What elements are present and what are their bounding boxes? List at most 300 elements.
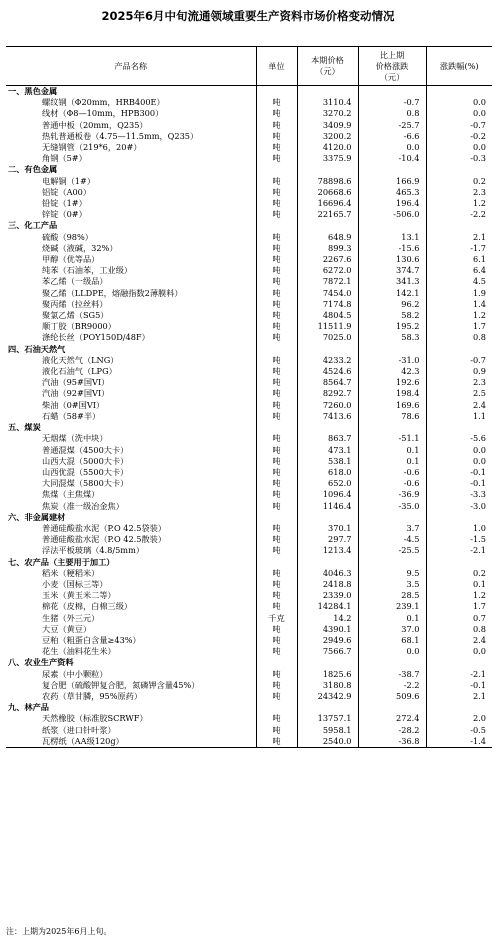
change-cell: 58.3 bbox=[358, 332, 426, 343]
price-cell: 4804.5 bbox=[297, 310, 358, 321]
price-cell: 2949.6 bbox=[297, 635, 358, 646]
change-cell: 42.3 bbox=[358, 366, 426, 377]
unit-cell: 吨 bbox=[256, 198, 297, 209]
section-row bbox=[6, 220, 492, 231]
product-name-cell: 液化石油气（LPG） bbox=[42, 366, 117, 377]
table-row bbox=[6, 120, 492, 131]
empty-cell bbox=[297, 86, 358, 98]
table-row bbox=[6, 691, 492, 702]
empty-cell bbox=[256, 344, 297, 355]
pct-cell: -1.4 bbox=[426, 736, 492, 748]
price-cell: 2267.6 bbox=[297, 254, 358, 265]
change-cell: 166.9 bbox=[358, 176, 426, 187]
header-price: 本期价格 （元） bbox=[297, 47, 358, 86]
price-cell: 3200.2 bbox=[297, 131, 358, 142]
change-cell: 58.2 bbox=[358, 310, 426, 321]
product-name-cell: 棉花（皮棉，白棉三级） bbox=[42, 601, 133, 612]
pct-cell: 0.0 bbox=[426, 456, 492, 467]
table-header bbox=[6, 47, 492, 86]
table-row bbox=[6, 176, 492, 187]
change-cell: -4.5 bbox=[358, 534, 426, 545]
section-row bbox=[6, 344, 492, 355]
product-name-cell: 汽油（95#国VI） bbox=[42, 377, 110, 388]
price-cell: 863.7 bbox=[297, 433, 358, 444]
unit-cell: 吨 bbox=[256, 142, 297, 153]
pct-cell: -0.5 bbox=[426, 725, 492, 736]
price-cell: 5958.1 bbox=[297, 725, 358, 736]
table-row bbox=[6, 467, 492, 478]
unit-cell: 吨 bbox=[256, 97, 297, 108]
unit-cell: 吨 bbox=[256, 624, 297, 635]
pct-cell: 0.8 bbox=[426, 332, 492, 343]
table-row bbox=[6, 635, 492, 646]
empty-cell bbox=[256, 702, 297, 713]
unit-cell: 吨 bbox=[256, 209, 297, 220]
unit-cell: 吨 bbox=[256, 388, 297, 399]
section-row bbox=[6, 422, 492, 433]
pct-cell: 1.2 bbox=[426, 198, 492, 209]
table-row bbox=[6, 209, 492, 220]
product-name-cell: 豆粕（粗蛋白含量≥43%） bbox=[42, 634, 141, 645]
product-name-cell: 甲醇（优等品） bbox=[42, 254, 100, 265]
table-row bbox=[6, 613, 492, 624]
section-row bbox=[6, 657, 492, 668]
product-name-cell: 汽油（92#国VI） bbox=[42, 388, 110, 399]
pct-cell: 6.4 bbox=[426, 265, 492, 276]
empty-cell bbox=[297, 344, 358, 355]
product-name-cell: 小麦（国标三等） bbox=[42, 578, 108, 589]
product-name-cell: 生猪（外三元） bbox=[42, 612, 100, 623]
table-row bbox=[6, 523, 492, 534]
pct-cell: 1.7 bbox=[426, 321, 492, 332]
change-cell: -51.1 bbox=[358, 433, 426, 444]
empty-cell bbox=[426, 344, 492, 355]
table-row bbox=[6, 646, 492, 657]
pct-cell: -2.2 bbox=[426, 209, 492, 220]
unit-cell: 吨 bbox=[256, 299, 297, 310]
pct-cell: 1.9 bbox=[426, 288, 492, 299]
unit-cell: 吨 bbox=[256, 254, 297, 265]
price-cell: 3110.4 bbox=[297, 97, 358, 108]
change-cell: 195.2 bbox=[358, 321, 426, 332]
empty-cell bbox=[358, 344, 426, 355]
pct-cell: -0.1 bbox=[426, 680, 492, 691]
change-cell: -15.6 bbox=[358, 243, 426, 254]
table-row bbox=[6, 366, 492, 377]
unit-cell: 吨 bbox=[256, 366, 297, 377]
pct-cell: -0.2 bbox=[426, 131, 492, 142]
price-cell: 3180.8 bbox=[297, 680, 358, 691]
change-cell: 239.1 bbox=[358, 601, 426, 612]
change-cell: 130.6 bbox=[358, 254, 426, 265]
change-cell: 37.0 bbox=[358, 624, 426, 635]
pct-cell: 1.4 bbox=[426, 299, 492, 310]
section-title: 五、煤炭 bbox=[8, 422, 41, 433]
price-cell: 4524.6 bbox=[297, 366, 358, 377]
price-cell: 14284.1 bbox=[297, 601, 358, 612]
unit-cell: 吨 bbox=[256, 523, 297, 534]
product-name-cell: 线材（Φ8—10mm，HPB300） bbox=[42, 108, 164, 119]
empty-cell bbox=[256, 220, 297, 231]
pct-cell: 1.2 bbox=[426, 590, 492, 601]
table-row bbox=[6, 332, 492, 343]
product-name-cell: 花生（油料花生米） bbox=[42, 646, 116, 657]
change-cell: 0.1 bbox=[358, 445, 426, 456]
change-cell: 3.5 bbox=[358, 579, 426, 590]
table-row bbox=[6, 377, 492, 388]
table-row bbox=[6, 501, 492, 512]
unit-cell: 吨 bbox=[256, 478, 297, 489]
change-cell: 192.6 bbox=[358, 377, 426, 388]
change-cell: 509.6 bbox=[358, 691, 426, 702]
unit-cell: 吨 bbox=[256, 445, 297, 456]
table-row bbox=[6, 590, 492, 601]
table-row bbox=[6, 153, 492, 164]
price-cell: 4233.2 bbox=[297, 355, 358, 366]
product-name-cell: 硫酸（98%） bbox=[42, 231, 93, 242]
unit-cell: 吨 bbox=[256, 288, 297, 299]
section-title: 八、农业生产资料 bbox=[8, 657, 74, 668]
price-cell: 7174.8 bbox=[297, 299, 358, 310]
unit-cell: 吨 bbox=[256, 321, 297, 332]
change-cell: 169.6 bbox=[358, 400, 426, 411]
unit-cell: 吨 bbox=[256, 265, 297, 276]
change-cell: 0.1 bbox=[358, 613, 426, 624]
price-cell: 14.2 bbox=[297, 613, 358, 624]
table-row bbox=[6, 265, 492, 276]
product-name-cell: 玉米（黄玉米二等） bbox=[42, 590, 116, 601]
pct-cell: 1.2 bbox=[426, 310, 492, 321]
change-cell: -6.6 bbox=[358, 131, 426, 142]
product-name-cell: 普通硅酸盐水泥（P.O 42.5袋装） bbox=[42, 522, 167, 533]
empty-cell bbox=[358, 702, 426, 713]
price-cell: 473.1 bbox=[297, 445, 358, 456]
empty-cell bbox=[256, 164, 297, 175]
change-cell: 0.0 bbox=[358, 646, 426, 657]
product-name-cell: 普通硅酸盐水泥（P.O 42.5散装） bbox=[42, 534, 167, 545]
empty-cell bbox=[358, 657, 426, 668]
table-row bbox=[6, 489, 492, 500]
pct-cell: 1.1 bbox=[426, 411, 492, 422]
table-row bbox=[6, 187, 492, 198]
table-row bbox=[6, 108, 492, 119]
unit-cell: 吨 bbox=[256, 489, 297, 500]
unit-cell: 吨 bbox=[256, 501, 297, 512]
pct-cell: -0.7 bbox=[426, 355, 492, 366]
pct-cell: 2.0 bbox=[426, 713, 492, 724]
pct-cell: -0.3 bbox=[426, 153, 492, 164]
unit-cell: 吨 bbox=[256, 680, 297, 691]
unit-cell: 千克 bbox=[256, 613, 297, 624]
pct-cell: -2.1 bbox=[426, 669, 492, 680]
unit-cell: 吨 bbox=[256, 243, 297, 254]
pct-cell: -0.1 bbox=[426, 478, 492, 489]
unit-cell: 吨 bbox=[256, 153, 297, 164]
price-cell: 4120.0 bbox=[297, 142, 358, 153]
empty-cell bbox=[358, 220, 426, 231]
unit-cell: 吨 bbox=[256, 332, 297, 343]
section-title: 六、非金属建材 bbox=[8, 511, 66, 522]
empty-cell bbox=[297, 422, 358, 433]
empty-cell bbox=[297, 557, 358, 568]
price-cell: 1096.4 bbox=[297, 489, 358, 500]
table-row bbox=[6, 456, 492, 467]
unit-cell: 吨 bbox=[256, 635, 297, 646]
change-cell: 13.1 bbox=[358, 232, 426, 243]
pct-cell: -0.1 bbox=[426, 467, 492, 478]
price-cell: 7872.1 bbox=[297, 276, 358, 287]
product-name-cell: 尿素（中小颗粒） bbox=[42, 668, 108, 679]
product-name-cell: 角钢（5#） bbox=[42, 153, 87, 164]
product-name-cell: 纸浆（进口针叶浆） bbox=[42, 724, 116, 735]
footnote: 注：上期为2025年6月上旬。 bbox=[6, 927, 112, 936]
empty-cell bbox=[256, 657, 297, 668]
unit-cell: 吨 bbox=[256, 377, 297, 388]
empty-cell bbox=[256, 422, 297, 433]
product-name-cell: 焦炭（准一级冶金焦） bbox=[42, 500, 124, 511]
empty-cell bbox=[358, 557, 426, 568]
price-cell: 16696.4 bbox=[297, 198, 358, 209]
unit-cell: 吨 bbox=[256, 691, 297, 702]
table-row bbox=[6, 713, 492, 724]
pct-cell: 1.7 bbox=[426, 601, 492, 612]
price-cell: 78898.6 bbox=[297, 176, 358, 187]
pct-cell: 0.2 bbox=[426, 176, 492, 187]
product-name-cell: 苯乙烯（一级品） bbox=[42, 276, 108, 287]
section-title: 九、林产品 bbox=[8, 702, 49, 713]
pct-cell: 0.0 bbox=[426, 142, 492, 153]
product-name-cell: 电解铜（1#） bbox=[42, 175, 96, 186]
table-row bbox=[6, 288, 492, 299]
unit-cell: 吨 bbox=[256, 534, 297, 545]
change-cell: 272.4 bbox=[358, 713, 426, 724]
pct-cell: -0.7 bbox=[426, 120, 492, 131]
table-row bbox=[6, 736, 492, 748]
product-name-cell: 大豆（黄豆） bbox=[42, 623, 92, 634]
price-cell: 7413.6 bbox=[297, 411, 358, 422]
unit-cell: 吨 bbox=[256, 108, 297, 119]
product-name-cell: 农药（草甘膦，95%原药） bbox=[42, 690, 143, 701]
price-cell: 6272.0 bbox=[297, 265, 358, 276]
pct-cell: -1.5 bbox=[426, 534, 492, 545]
unit-cell: 吨 bbox=[256, 232, 297, 243]
unit-cell: 吨 bbox=[256, 456, 297, 467]
table-row bbox=[6, 680, 492, 691]
product-name-cell: 大同混煤（5800大卡） bbox=[42, 478, 129, 489]
change-cell: -2.2 bbox=[358, 680, 426, 691]
price-cell: 7454.0 bbox=[297, 288, 358, 299]
product-name-cell: 烧碱（液碱，32%） bbox=[42, 242, 118, 253]
table-row bbox=[6, 400, 492, 411]
table-row bbox=[6, 355, 492, 366]
product-name-cell: 涤纶长丝（POY150D/48F） bbox=[42, 332, 150, 343]
pct-cell: 0.1 bbox=[426, 579, 492, 590]
change-cell: -31.0 bbox=[358, 355, 426, 366]
unit-cell: 吨 bbox=[256, 545, 297, 556]
table-row bbox=[6, 243, 492, 254]
unit-cell: 吨 bbox=[256, 467, 297, 478]
pct-cell: 2.1 bbox=[426, 232, 492, 243]
section-title: 一、黑色金属 bbox=[8, 86, 58, 96]
empty-cell bbox=[426, 557, 492, 568]
change-cell: -506.0 bbox=[358, 209, 426, 220]
change-cell: 78.6 bbox=[358, 411, 426, 422]
empty-cell bbox=[256, 512, 297, 523]
empty-cell bbox=[297, 702, 358, 713]
pct-cell: 2.5 bbox=[426, 388, 492, 399]
pct-cell: -5.6 bbox=[426, 433, 492, 444]
pct-cell: 1.0 bbox=[426, 523, 492, 534]
product-name-cell: 顺丁胶（BR9000） bbox=[42, 321, 116, 332]
empty-cell bbox=[358, 422, 426, 433]
product-name-cell: 稻米（粳稻米） bbox=[42, 567, 100, 578]
pct-cell: 0.0 bbox=[426, 108, 492, 119]
empty-cell bbox=[256, 86, 297, 98]
pct-cell: 2.1 bbox=[426, 691, 492, 702]
empty-cell bbox=[426, 86, 492, 98]
unit-cell: 吨 bbox=[256, 590, 297, 601]
change-cell: -36.9 bbox=[358, 489, 426, 500]
unit-cell: 吨 bbox=[256, 131, 297, 142]
product-name-cell: 石蜡（58#半） bbox=[42, 410, 101, 421]
price-cell: 2339.0 bbox=[297, 590, 358, 601]
price-cell: 1825.6 bbox=[297, 669, 358, 680]
change-cell: 341.3 bbox=[358, 276, 426, 287]
product-name-cell: 锌锭（0#） bbox=[42, 209, 87, 220]
change-cell: -10.4 bbox=[358, 153, 426, 164]
product-name-cell: 普通混煤（4500大卡） bbox=[42, 444, 129, 455]
pct-cell: 0.9 bbox=[426, 366, 492, 377]
pct-cell: 0.0 bbox=[426, 97, 492, 108]
table-row bbox=[6, 299, 492, 310]
price-cell: 7025.0 bbox=[297, 332, 358, 343]
header-change: 比上期 价格涨跌 （元） bbox=[358, 47, 426, 86]
change-cell: -25.5 bbox=[358, 545, 426, 556]
section-row bbox=[6, 702, 492, 713]
table-row bbox=[6, 131, 492, 142]
unit-cell: 吨 bbox=[256, 646, 297, 657]
price-cell: 22165.7 bbox=[297, 209, 358, 220]
empty-cell bbox=[426, 657, 492, 668]
unit-cell: 吨 bbox=[256, 713, 297, 724]
price-cell: 8564.7 bbox=[297, 377, 358, 388]
pct-cell: 2.3 bbox=[426, 377, 492, 388]
pct-cell: -2.1 bbox=[426, 545, 492, 556]
table-row bbox=[6, 411, 492, 422]
empty-cell bbox=[426, 422, 492, 433]
empty-cell bbox=[297, 657, 358, 668]
unit-cell: 吨 bbox=[256, 669, 297, 680]
section-title: 四、石油天然气 bbox=[8, 343, 66, 354]
change-cell: 0.0 bbox=[358, 142, 426, 153]
price-cell: 13757.1 bbox=[297, 713, 358, 724]
change-cell: -25.7 bbox=[358, 120, 426, 131]
price-cell: 899.3 bbox=[297, 243, 358, 254]
table-row bbox=[6, 579, 492, 590]
change-cell: -28.2 bbox=[358, 725, 426, 736]
price-cell: 4046.3 bbox=[297, 568, 358, 579]
change-cell: 0.1 bbox=[358, 456, 426, 467]
section-row bbox=[6, 164, 492, 175]
pct-cell: 0.0 bbox=[426, 646, 492, 657]
unit-cell: 吨 bbox=[256, 187, 297, 198]
unit-cell: 吨 bbox=[256, 601, 297, 612]
pct-cell: 2.3 bbox=[426, 187, 492, 198]
header-pct: 涨跌幅(%) bbox=[426, 47, 492, 86]
table-row bbox=[6, 445, 492, 456]
unit-cell: 吨 bbox=[256, 120, 297, 131]
section-title: 七、农产品（主要用于加工） bbox=[8, 556, 115, 567]
price-cell: 7566.7 bbox=[297, 646, 358, 657]
product-name-cell: 纯苯（石油苯，工业级） bbox=[42, 265, 133, 276]
price-cell: 1213.4 bbox=[297, 545, 358, 556]
change-cell: 196.4 bbox=[358, 198, 426, 209]
unit-cell: 吨 bbox=[256, 355, 297, 366]
table-row bbox=[6, 232, 492, 243]
unit-cell: 吨 bbox=[256, 725, 297, 736]
change-cell: -0.6 bbox=[358, 467, 426, 478]
change-cell: 198.4 bbox=[358, 388, 426, 399]
table-row bbox=[6, 534, 492, 545]
change-cell: 96.2 bbox=[358, 299, 426, 310]
change-cell: -0.6 bbox=[358, 478, 426, 489]
product-name-cell: 铝锭（A00） bbox=[42, 186, 92, 197]
section-row bbox=[6, 557, 492, 568]
pct-cell: 0.2 bbox=[426, 568, 492, 579]
empty-cell bbox=[358, 86, 426, 98]
change-cell: 142.1 bbox=[358, 288, 426, 299]
price-cell: 648.9 bbox=[297, 232, 358, 243]
change-cell: -38.7 bbox=[358, 669, 426, 680]
header-unit: 单位 bbox=[256, 47, 297, 86]
product-name-cell: 天然橡胶（标准胶SCRWF） bbox=[42, 713, 148, 724]
table-body bbox=[6, 86, 492, 748]
section-row bbox=[6, 86, 492, 98]
empty-cell bbox=[358, 164, 426, 175]
unit-cell: 吨 bbox=[256, 579, 297, 590]
product-name-cell: 山西优混（5500大卡） bbox=[42, 466, 129, 477]
product-name-cell: 无缝钢管（219*6，20#） bbox=[42, 142, 142, 153]
empty-cell bbox=[426, 702, 492, 713]
price-cell: 370.1 bbox=[297, 523, 358, 534]
change-cell: 68.1 bbox=[358, 635, 426, 646]
empty-cell bbox=[358, 512, 426, 523]
pct-cell: 0.0 bbox=[426, 445, 492, 456]
product-name-cell: 焦煤（主焦煤） bbox=[42, 489, 100, 500]
table-row bbox=[6, 601, 492, 612]
price-cell: 538.1 bbox=[297, 456, 358, 467]
table-row bbox=[6, 624, 492, 635]
product-name-cell: 无烟煤（洗中块） bbox=[42, 433, 108, 444]
table-row bbox=[6, 478, 492, 489]
table-row bbox=[6, 254, 492, 265]
empty-cell bbox=[426, 512, 492, 523]
product-name-cell: 铅锭（1#） bbox=[42, 198, 87, 209]
price-table bbox=[6, 46, 492, 748]
price-cell: 1146.4 bbox=[297, 501, 358, 512]
change-cell: -35.0 bbox=[358, 501, 426, 512]
pct-cell: 4.5 bbox=[426, 276, 492, 287]
table-row bbox=[6, 142, 492, 153]
unit-cell: 吨 bbox=[256, 568, 297, 579]
product-name-cell: 聚乙烯（LLDPE，熔融指数2薄膜料） bbox=[42, 287, 183, 298]
unit-cell: 吨 bbox=[256, 276, 297, 287]
empty-cell bbox=[297, 164, 358, 175]
empty-cell bbox=[297, 512, 358, 523]
table-row bbox=[6, 198, 492, 209]
price-cell: 2418.8 bbox=[297, 579, 358, 590]
price-cell: 20668.6 bbox=[297, 187, 358, 198]
